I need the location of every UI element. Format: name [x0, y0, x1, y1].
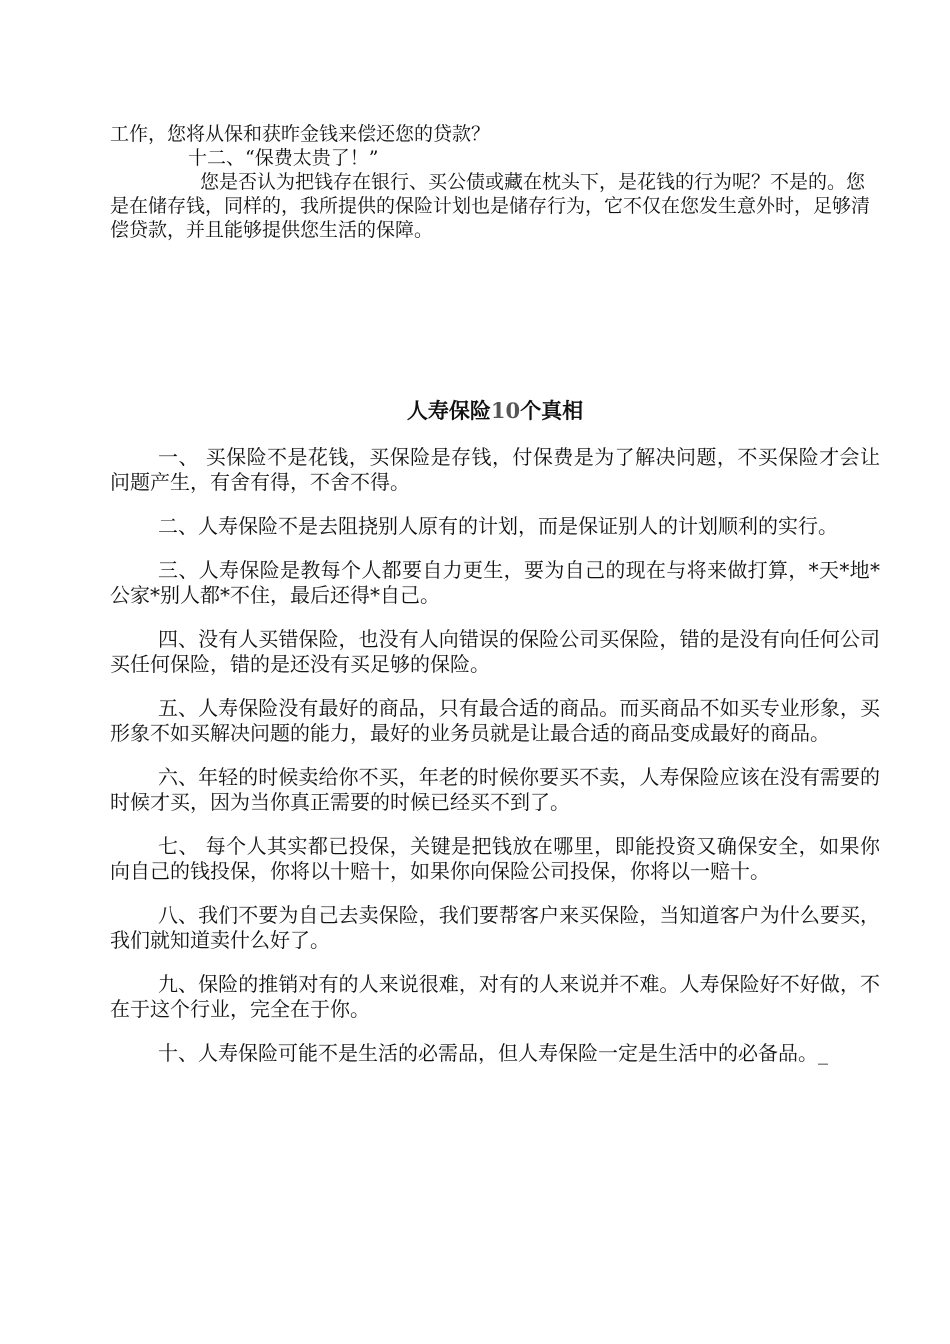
title-prefix: 人寿保险 — [406, 398, 491, 423]
title-suffix: 个真相 — [520, 398, 584, 423]
continued-section — [110, 122, 880, 242]
truth-item-5: 五、人寿保险没有最好的商品，只有最合适的商品。而买商品不如买专业形象，买形象不如买解决问题的能力，最好的业务员就是让最合适的商品变成最好的商品。 — [110, 696, 880, 745]
truth-item-3: 三、人寿保险是教每个人都要自力更生，要为自己的现在与将来做打算，*天*地*公家*别人都*不住，最后还得*自己。 — [110, 558, 880, 607]
truth-item-6: 六、年轻的时候卖给你不买，年老的时候你要买不卖，人寿保险应该在没有需要的时候才买，因为当你真正需要的时候已经买不到了。 — [110, 765, 880, 814]
truth-item-7: 七、 每个人其实都已投保，关键是把钱放在哪里，即能投资又确保安全，如果你向自己的钱投保，你将以十赔十，如果你向保险公司投保，你将以一赔十。 — [110, 834, 880, 883]
document-title — [110, 396, 880, 426]
section-heading-twelve: 十二、“保费太贵了！” — [188, 147, 379, 169]
truth-item-1: 一、 买保险不是花钱，买保险是存钱，付保费是为了解决问题，不买保险才会让问题产生，有舍有得，不舍不得。 — [110, 445, 880, 494]
title-number: 10 — [490, 398, 521, 423]
truth-item-8: 八、我们不要为自己去卖保险，我们要帮客户来买保险，当知道客户为什么要买，我们就知道卖什么好了。 — [110, 903, 880, 952]
section-body-twelve: 您是否认为把钱存在银行、买公债或藏在枕头下，是花钱的行为呢？不是的。您是在储存钱，同样的，我所提供的保险计划也是储存行为，它不仅在您发生意外时，足够清偿贷款，并且能够提供您生活的保障。 — [110, 171, 871, 241]
truths-list — [110, 445, 880, 1085]
truth-item-4: 四、没有人买错保险，也没有人向错误的保险公司买保险，错的是没有向任何公司买任何保险，错的是还没有买足够的保险。 — [110, 627, 880, 676]
truth-item-9: 九、保险的推销对有的人来说很难，对有的人来说并不难。人寿保险好不好做，不在于这个行业，完全在于你。 — [110, 972, 880, 1021]
truth-item-2: 二、人寿保险不是去阻挠别人原有的计划，而是保证别人的计划顺利的实行。 — [158, 514, 838, 538]
continued-line: 工作，您将从保和获昨金钱来偿还您的贷款？ — [110, 123, 491, 145]
truth-item-10: 十、人寿保险可能不是生活的必需品，但人寿保险一定是生活中的必备品。_ — [158, 1041, 828, 1065]
